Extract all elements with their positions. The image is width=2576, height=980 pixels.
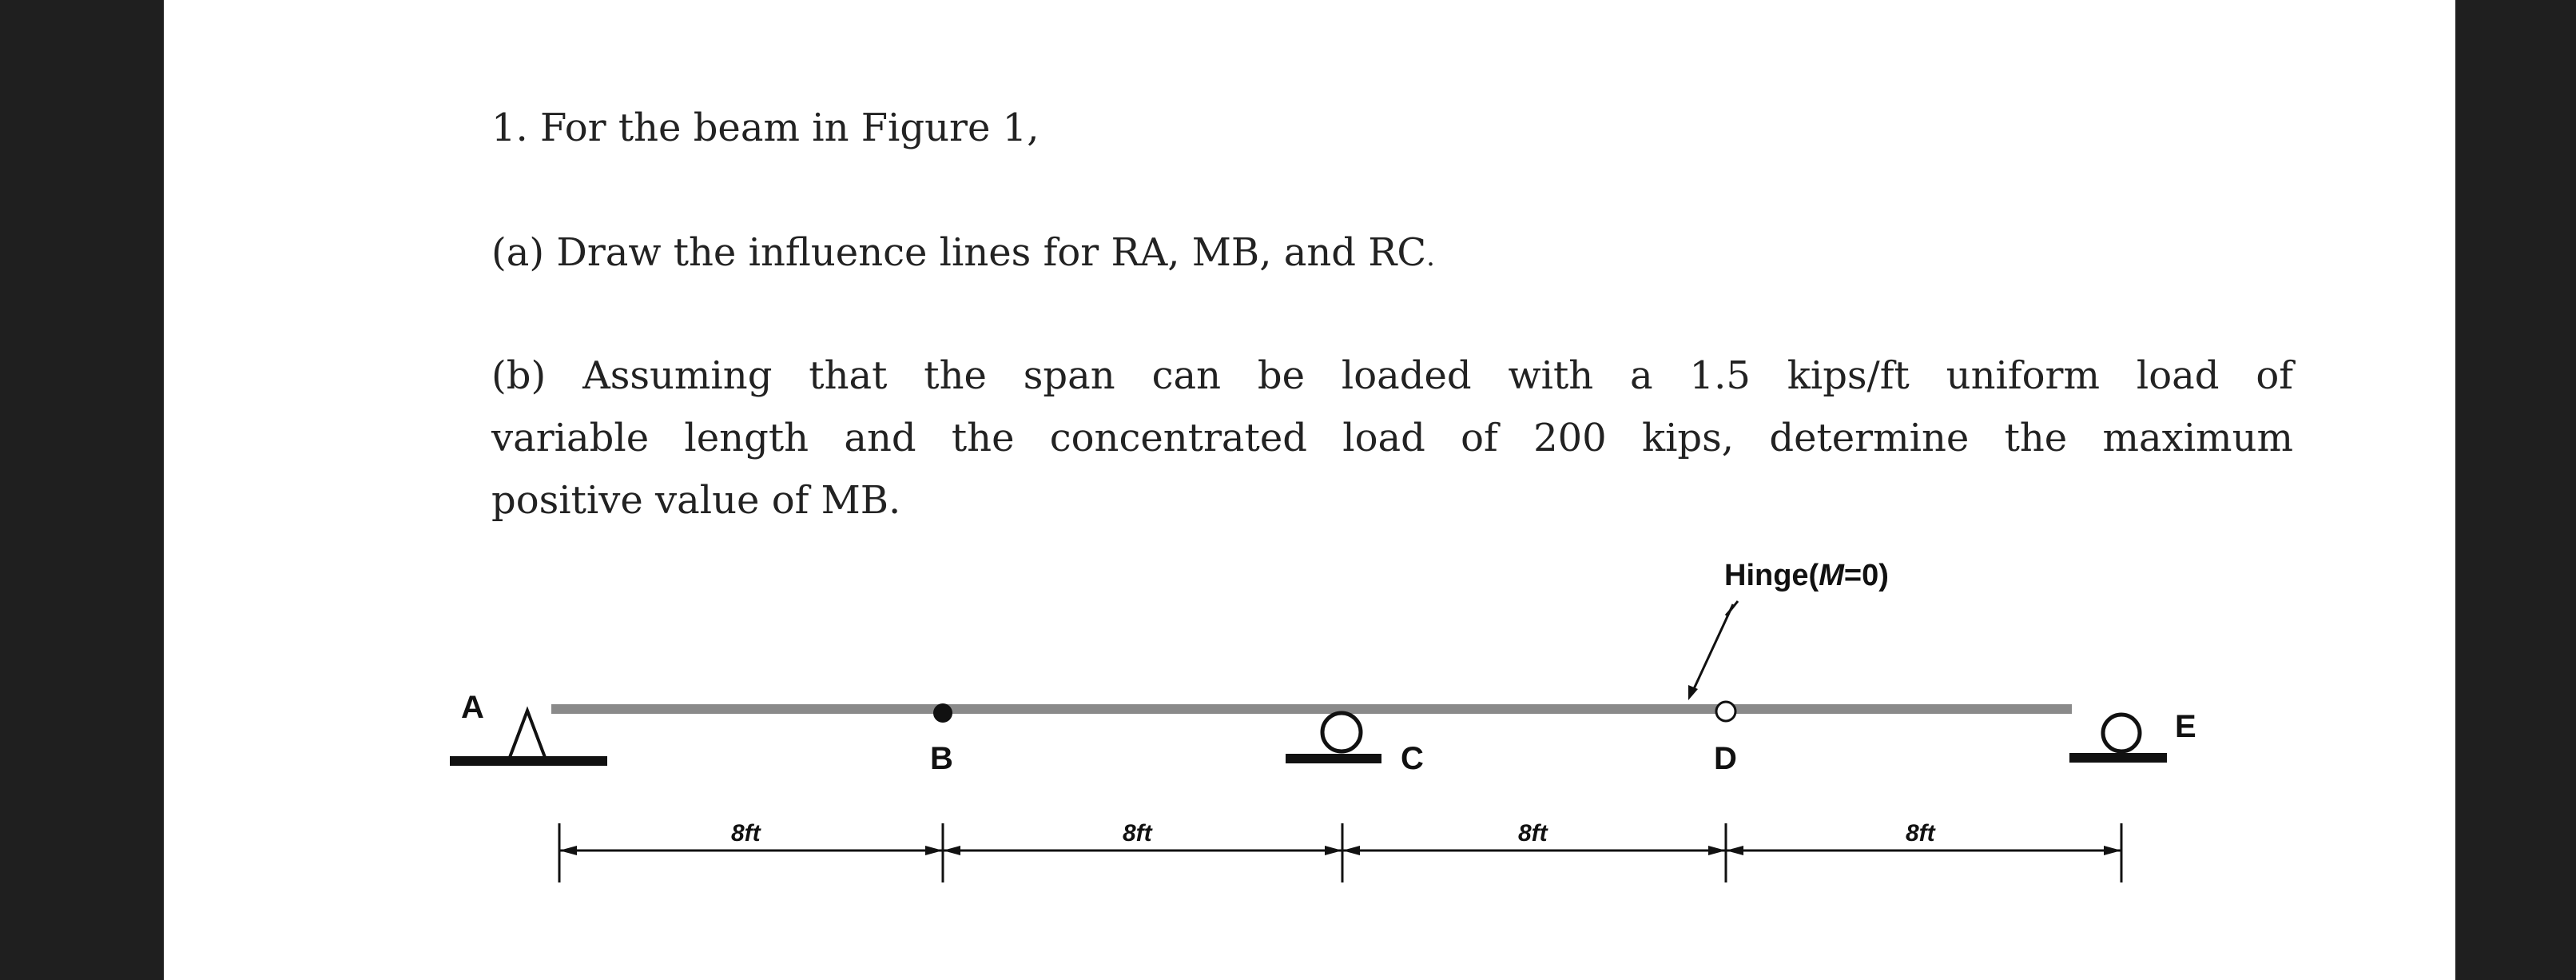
span-label-de: 8ft: [1906, 820, 1935, 847]
part-b-line3-prefix: positive value of: [491, 478, 821, 523]
part-a-end: .: [1426, 241, 1435, 273]
mb-symbol: MB: [1191, 230, 1260, 275]
label-a: A: [461, 690, 484, 725]
part-a-sep2: , and: [1259, 230, 1369, 275]
label-e: E: [2175, 709, 2196, 744]
label-d: D: [1714, 741, 1737, 776]
hinge-label-prefix: Hinge(: [1724, 559, 1819, 592]
part-b-line3-end: .: [888, 478, 901, 523]
part-a-sep1: ,: [1167, 230, 1192, 275]
mb-symbol-b: MB: [821, 478, 889, 523]
problem-title: 1. For the beam in Figure 1,: [491, 106, 1040, 150]
part-a-prefix: (a) Draw the influence lines for: [491, 230, 1111, 275]
span-label-bc: 8ft: [1123, 820, 1152, 847]
hinge-arrowhead: [1688, 685, 1698, 700]
rc-symbol: RC: [1368, 230, 1427, 275]
ra-symbol: RA: [1111, 230, 1168, 275]
span-label-ab: 8ft: [731, 820, 761, 847]
roller-support-e: [2069, 715, 2167, 763]
hinge-arrow-line: [1692, 604, 1733, 692]
hinge-label-var: M: [1819, 559, 1844, 592]
hinge-label-suffix: =0): [1843, 559, 1889, 592]
part-b-line1: (b) Assuming that the span can be loaded with a 1.5 kips/ft uniform load of: [491, 353, 2293, 398]
roller-support-c: [1286, 713, 1381, 763]
hinge-d-marker: [1716, 702, 1735, 721]
beam-figure: [164, 0, 2455, 980]
hinge-label: [1724, 559, 1889, 592]
beam: [551, 704, 2072, 714]
dimension-line: [559, 823, 2121, 882]
document-page: [164, 0, 2455, 980]
label-c: C: [1401, 741, 1424, 776]
label-b: B: [930, 741, 953, 776]
span-label-cd: 8ft: [1518, 820, 1548, 847]
part-b-line2: variable length and the concentrated load of 200 kips, determine the maximum: [491, 416, 2293, 460]
point-b-marker: [933, 703, 952, 723]
